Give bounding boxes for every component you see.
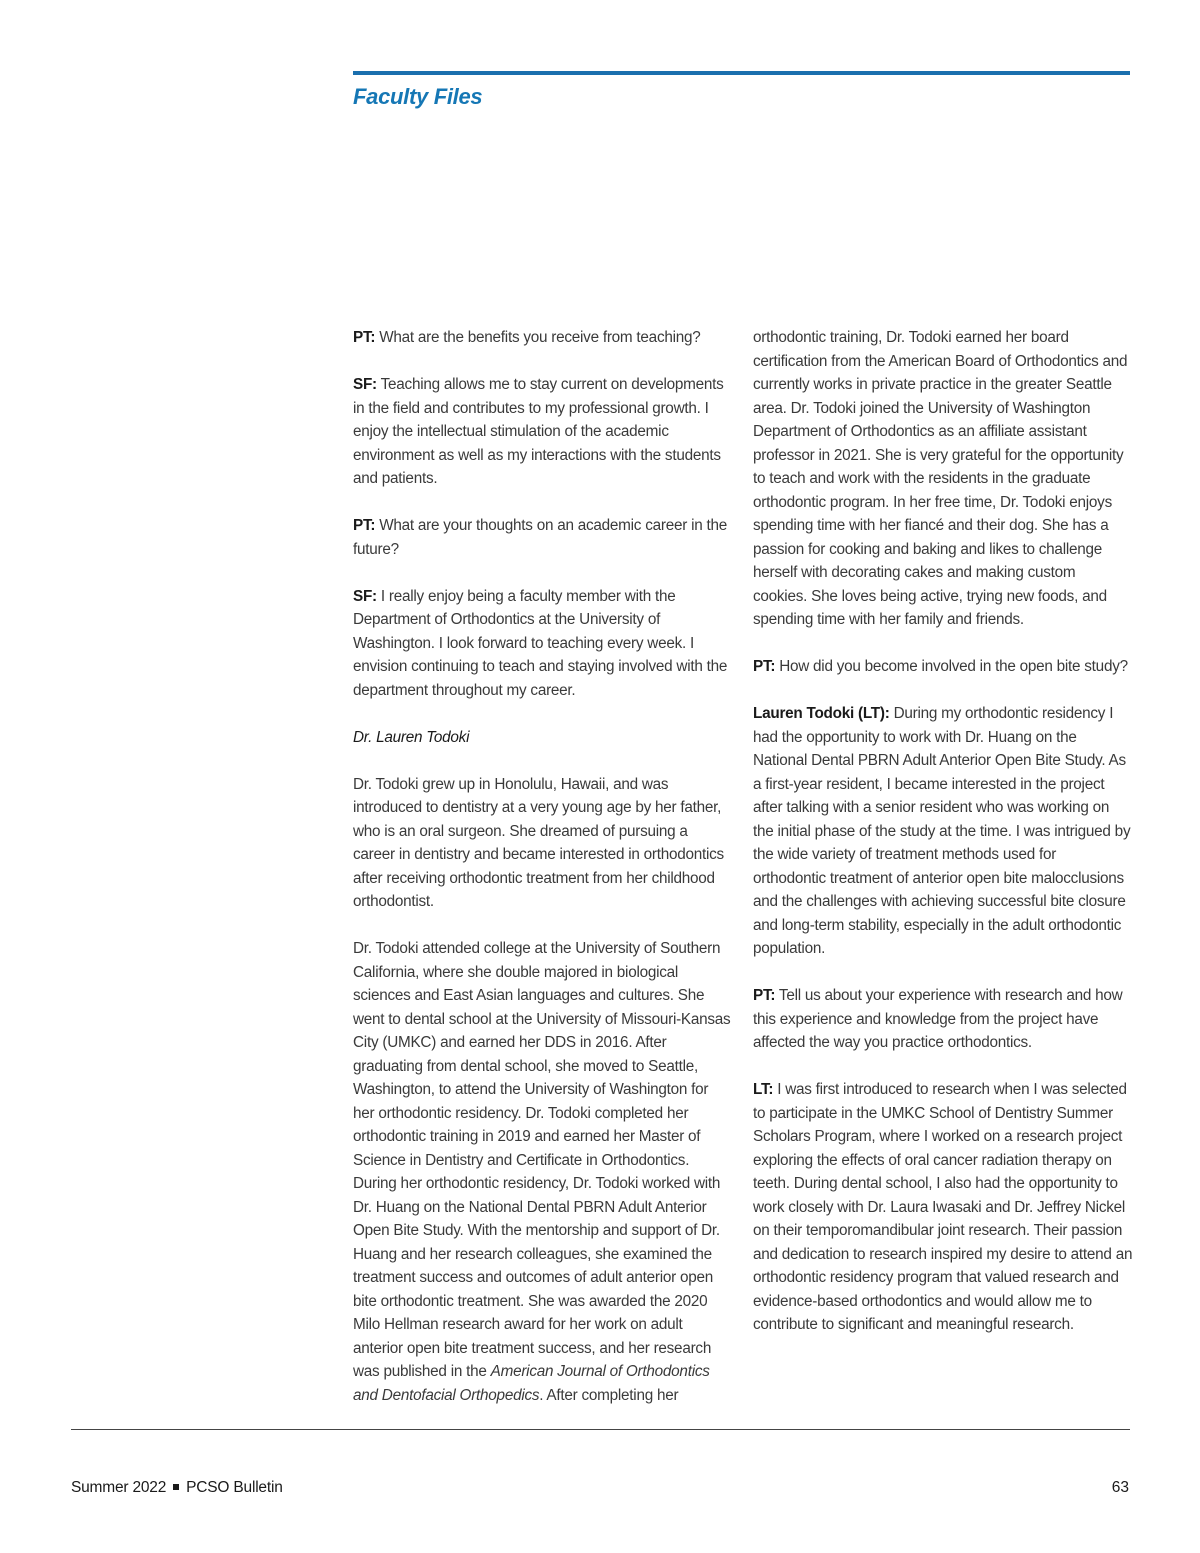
qa-paragraph: [753, 984, 1133, 1055]
qa-text: Tell us about your experience with research and how this experience and knowledge from the project have affected the way you practice orthodontics.: [753, 987, 1123, 1051]
bio-paragraph: [353, 937, 733, 1407]
qa-paragraph: [353, 326, 733, 350]
issue-date: Summer 2022: [71, 1479, 167, 1496]
speaker-label: PT:: [753, 987, 776, 1004]
qa-paragraph: [353, 585, 733, 703]
qa-text: What are your thoughts on an academic career in the future?: [353, 517, 727, 558]
speaker-label: Lauren Todoki (LT):: [753, 705, 890, 722]
qa-text: Teaching allows me to stay current on developments in the field and contributes to my professional growth. I enjoy the intellectual stimulation of the academic environment as well as my interactions with the students and patients.: [353, 376, 724, 487]
right-column: [753, 326, 1133, 1337]
footer-rule: [71, 1429, 1130, 1430]
speaker-label: PT:: [753, 658, 776, 675]
qa-text: How did you become involved in the open bite study?: [775, 658, 1128, 675]
qa-text: I really enjoy being a faculty member with the Department of Orthodontics at the University of Washington. I look forward to teaching every week. I envision continuing to teach and staying involved with the department throughout my career.: [353, 587, 728, 699]
qa-text: During my orthodontic residency I had the opportunity to work with Dr. Huang on the National Dental PBRN Adult Anterior Open Bite Study. As a first-year resident, I became interested in the project after talking with a senior resident who was working on the initial phase of the study at the time. I was intrigued by the wide variety of treatment methods used for orthodontic treatment of anterior open bite malocclusions and the challenges with achieving successful bite closure and long-term stability, especially in the adult orthodontic population.: [753, 705, 1131, 957]
bio-heading: Dr. Lauren Todoki: [353, 728, 470, 746]
journal-title: American Journal of Orthodontics and Dentofacial Orthopedics: [353, 1363, 710, 1404]
qa-text: What are the benefits you receive from teaching?: [375, 329, 701, 346]
speaker-label: PT:: [353, 329, 376, 346]
square-bullet-icon: [173, 1484, 179, 1490]
publication-name: PCSO Bulletin: [186, 1479, 283, 1496]
top-rule: [353, 71, 1130, 75]
qa-paragraph: [353, 373, 733, 491]
speaker-label: LT:: [753, 1081, 774, 1098]
section-title: Faculty Files: [353, 84, 483, 109]
qa-paragraph: [753, 702, 1133, 961]
qa-paragraph: [753, 1078, 1133, 1337]
qa-paragraph: [753, 655, 1133, 679]
speaker-label: SF:: [353, 376, 377, 393]
qa-paragraph: [353, 514, 733, 561]
page-number: 63: [1111, 1479, 1129, 1496]
bio-paragraph: Dr. Todoki grew up in Honolulu, Hawaii, and was introduced to dentistry at a very young age by her father, who is an oral surgeon. She dreamed of pursuing a career in dentistry and became interested in orthodontics after receiving orthodontic treatment from her childhood orthodontist.: [353, 775, 724, 910]
speaker-label: PT:: [353, 517, 376, 534]
qa-text: I was first introduced to research when I was selected to participate in the UMKC School of Dentistry Summer Scholars Program, where I worked on a research project exploring the effects of oral cancer radiation therapy on teeth. During dental school, I also had the opportunity to work closely with Dr. Laura Iwasaki and Dr. Jeffrey Nickel on their temporomandibular joint research. Their passion and dedication to research inspired my desire to attend an orthodontic residency program that valued research and evidence-based orthodontics and would allow me to contribute to significant and meaningful research.: [753, 1081, 1133, 1333]
bio-text: . After completing her: [539, 1386, 679, 1404]
speaker-label: SF:: [353, 587, 377, 605]
left-column: [353, 326, 733, 1407]
bio-text: Dr. Todoki attended college at the University of Southern California, where she double majored in biological sciences and East Asian languages and cultures. She went to dental school at the University of Missouri-Kansas City (UMKC) and earned her DDS in 2016. After graduating from dental school, she moved to Seattle, Washington, to attend the University of Washington for her orthodontic residency. Dr. Todoki completed her orthodontic training in 2019 and earned her Master of Science in Dentistry and Certificate in Orthodontics. During her orthodontic residency, Dr. Todoki worked with Dr. Huang on the National Dental PBRN Adult Anterior Open Bite Study. With the mentorship and support of Dr. Huang and her research colleagues, she examined the treatment success and outcomes of adult anterior open bite orthodontic treatment. She was awarded the 2020 Milo Hellman research award for her work on adult anterior open bite treatment success, and her research was published in the: [353, 940, 731, 1380]
footer-issue-line: [71, 1479, 283, 1497]
bio-paragraph: orthodontic training, Dr. Todoki earned her board certification from the American Board of Orthodontics and currently works in private practice in the greater Seattle area. Dr. Todoki joined the University of Washington Department of Orthodontics as an affiliate assistant professor in 2021. She is very grateful for the opportunity to teach and work with the residents in the graduate orthodontic program. In her free time, Dr. Todoki enjoys spending time with her fiancé and their dog. She has a passion for cooking and baking and likes to challenge herself with decorating cakes and making custom cookies. She loves being active, trying new foods, and spending time with her family and friends.: [753, 329, 1128, 628]
